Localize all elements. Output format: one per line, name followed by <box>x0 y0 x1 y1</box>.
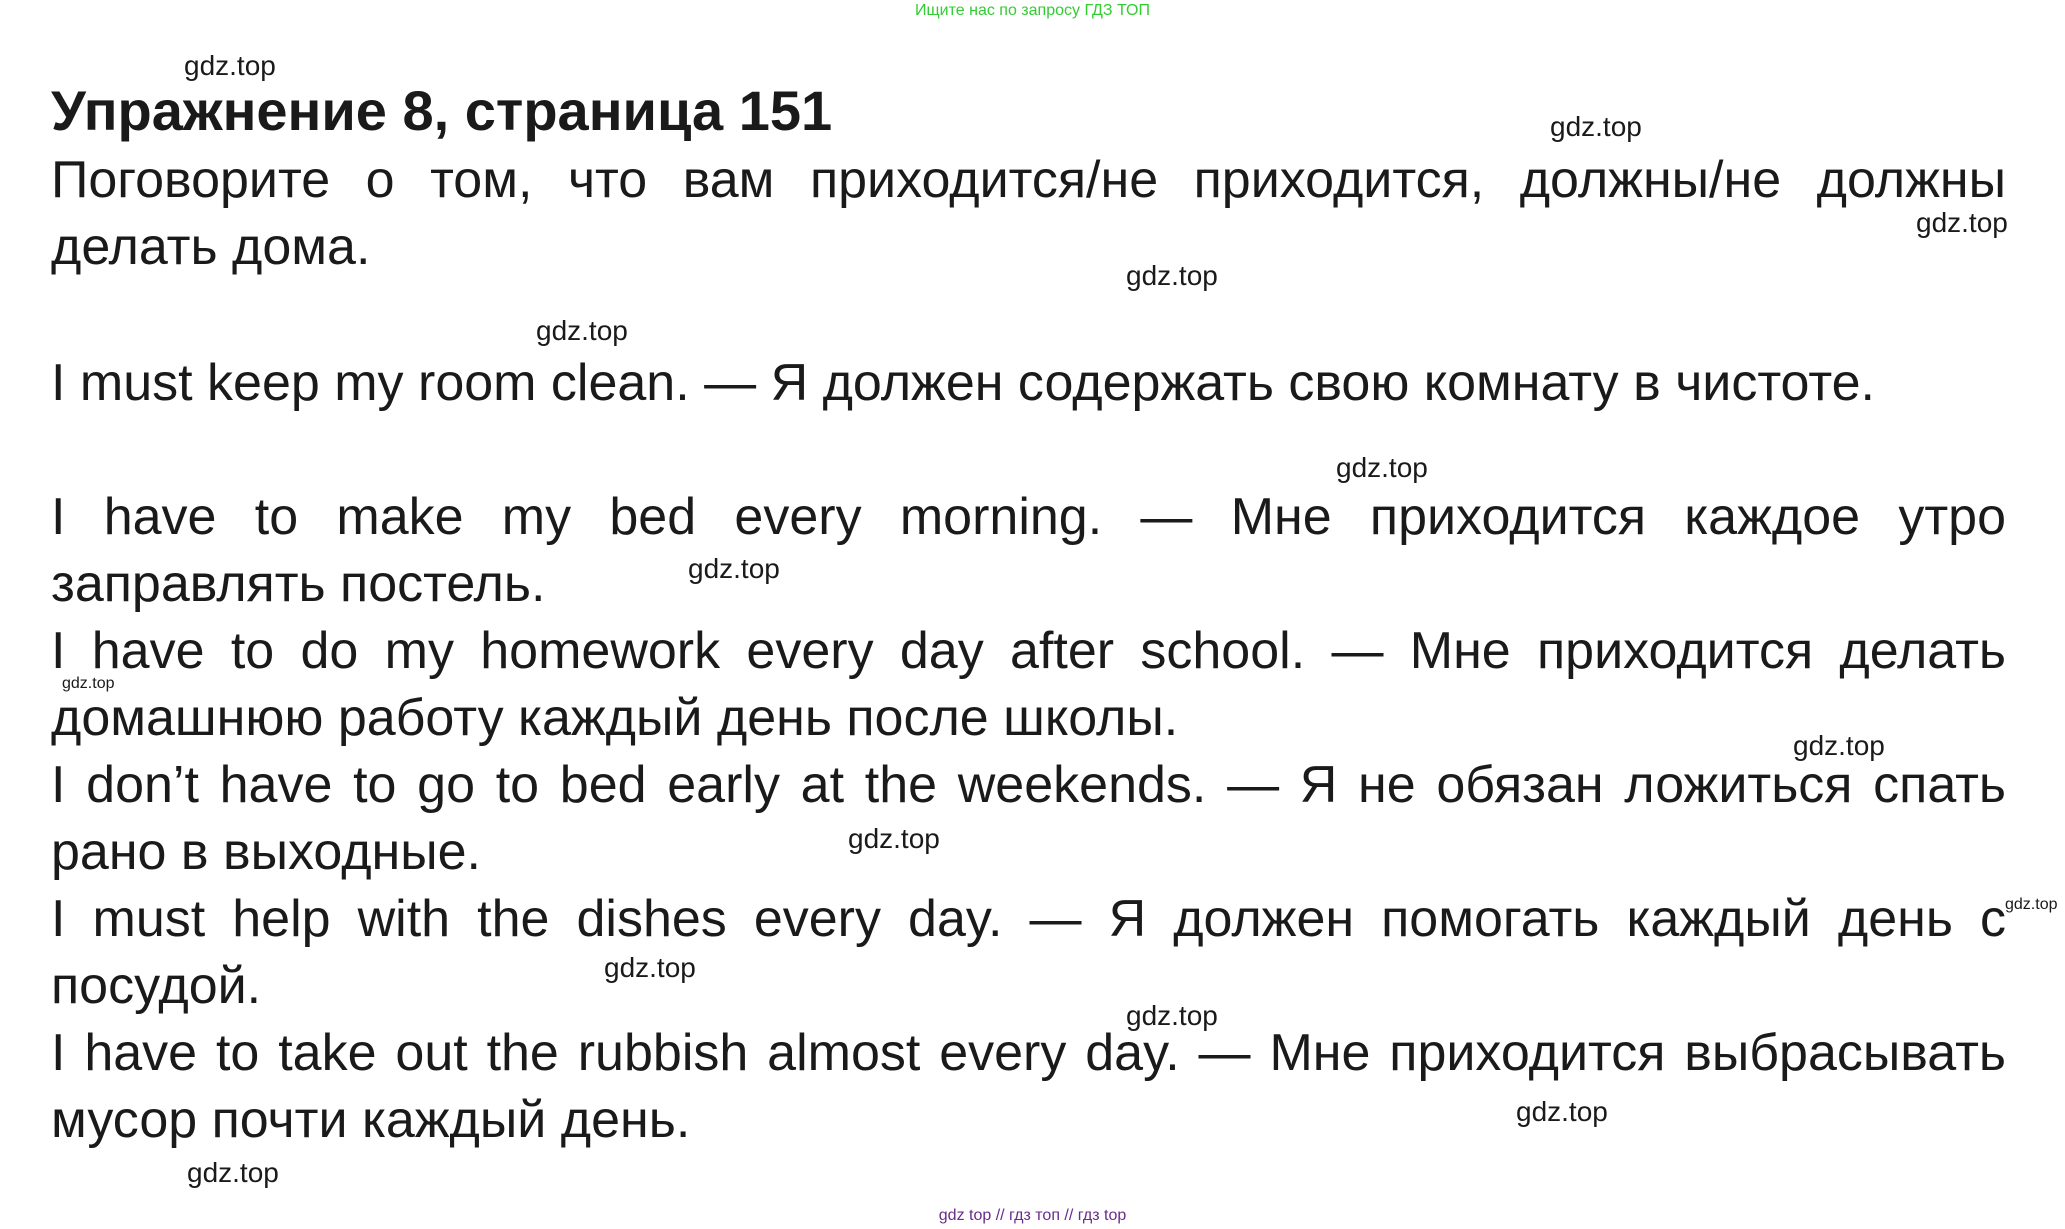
watermark: gdz.top <box>1516 1096 1608 1127</box>
answer-3: I have to do my homework every day after school. — Мне приходится делать домашнюю работу каждый день после школы. <box>51 622 2006 747</box>
watermark: gdz.top <box>1916 207 2008 238</box>
page-title: Упражнение 8, страница 151 <box>51 79 833 142</box>
top-banner: Ищите нас по запросу ГДЗ ТОП <box>915 2 1150 19</box>
answer-1: I must keep my room clean. — Я должен содержать свою комнату в чистоте. <box>51 354 1875 412</box>
watermark: gdz.top <box>2005 896 2058 913</box>
watermark: gdz.top <box>1126 1000 1218 1031</box>
watermark: gdz.top <box>536 315 628 346</box>
instruction-text: Поговорите о том, что вам приходится/не приходится, должны/не должны делать дома. <box>51 151 2006 276</box>
watermark: gdz.top <box>604 952 696 983</box>
answer-4: I don’t have to go to bed early at the weekends. — Я не обязан ложиться спать рано в выходные. <box>51 756 2006 881</box>
watermark: gdz.top <box>1550 111 1642 142</box>
watermark: gdz.top <box>1793 730 1885 761</box>
watermark: gdz.top <box>62 675 115 692</box>
answer-2: I have to make my bed every morning. — Мне приходится каждое утро заправлять постель. <box>51 488 2006 613</box>
watermark: gdz.top <box>184 50 276 81</box>
watermark: gdz.top <box>1126 260 1218 291</box>
answer-5: I must help with the dishes every day. — Я должен помогать каждый день с посудой. <box>51 890 2006 1015</box>
answer-6: I have to take out the rubbish almost every day. — Мне приходится выбрасывать мусор почти каждый день. <box>51 1024 2006 1149</box>
watermark: gdz.top <box>187 1157 279 1188</box>
watermark: gdz.top <box>688 553 780 584</box>
watermark: gdz.top <box>1336 452 1428 483</box>
bottom-banner: gdz top // гдз топ // гдз top <box>938 1207 1127 1224</box>
watermark: gdz.top <box>848 823 940 854</box>
